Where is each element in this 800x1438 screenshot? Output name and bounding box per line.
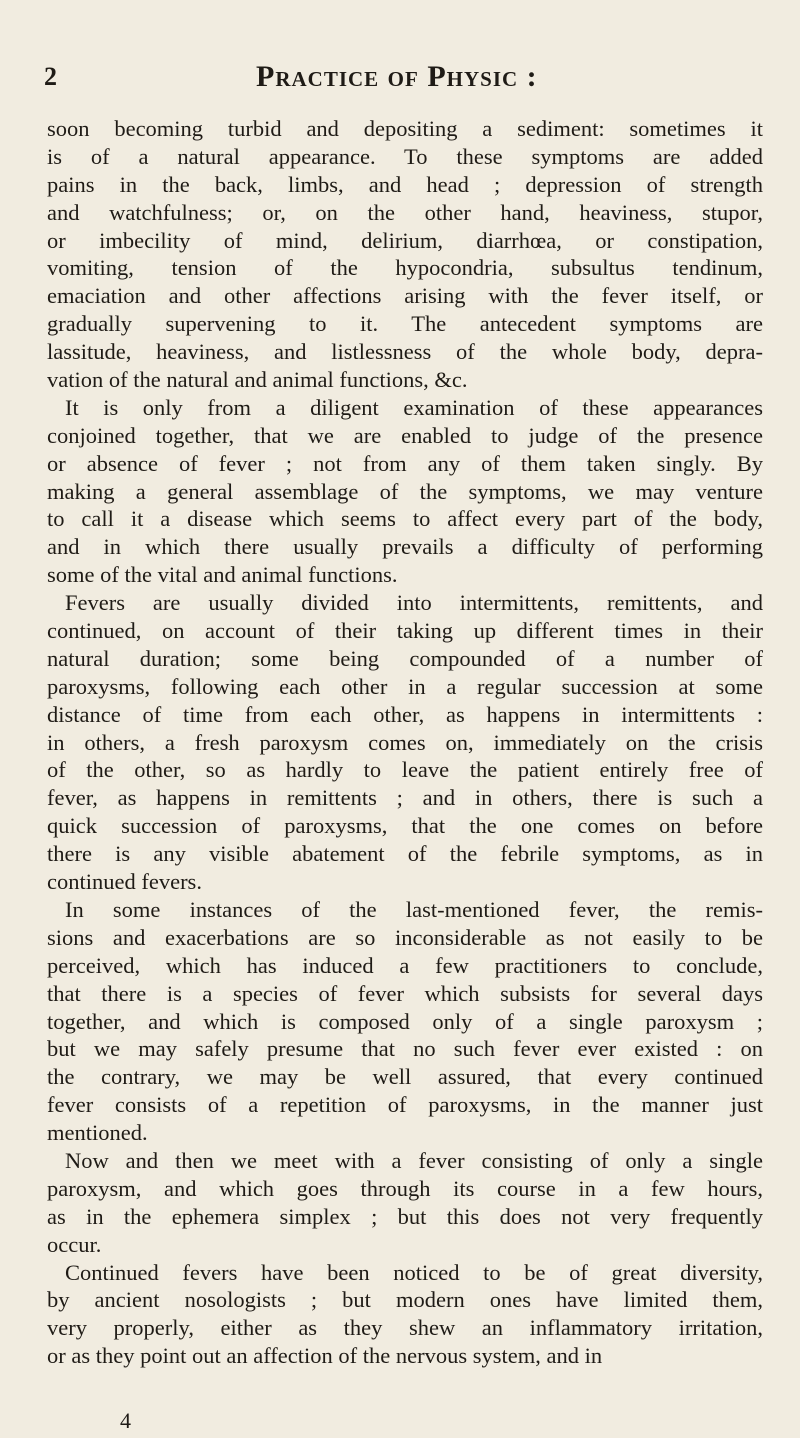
text-line: some of the vital and animal functions. [47, 562, 398, 588]
text-line: occur. [47, 1231, 102, 1257]
text-line: together, and which is composed only of a single paroxysm ; [47, 1008, 763, 1034]
text-line: that there is a species of fever which subsists for several days [47, 980, 763, 1006]
text-line: and in which there usually prevails a difficulty of performing [47, 534, 763, 560]
text-line: sions and exacerbations are so inconsiderable as not easily to be [47, 924, 763, 950]
text-line: there is any visible abatement of the febrile symptoms, as in [47, 841, 763, 867]
text-line: Fevers are usually divided into intermittents, remittents, and [65, 590, 763, 616]
text-line: or imbecility of mind, delirium, diarrhœa, or constipation, [47, 227, 763, 253]
text-line: perceived, which has induced a few practitioners to conclude, [47, 952, 763, 978]
text-line: in others, a fresh paroxysm comes on, immediately on the crisis [47, 729, 763, 755]
page-number: 2 [44, 62, 57, 91]
text-line: very properly, either as they shew an inflammatory irritation, [47, 1315, 763, 1341]
signature-mark: 4 [120, 1408, 131, 1433]
text-line: fever, as happens in remittents ; and in others, there is such a [47, 785, 763, 811]
paragraph [47, 1147, 763, 1259]
text-line: is of a natural appearance. To these symptoms are added [47, 143, 763, 169]
text-line: of the other, so as hardly to leave the patient entirely free of [47, 757, 763, 783]
text-line: lassitude, heaviness, and listlessness of the whole body, depra- [47, 339, 763, 365]
paragraph [47, 1259, 763, 1371]
paragraph [47, 115, 763, 394]
text-line: emaciation and other affections arising with the fever itself, or [47, 283, 763, 309]
text-line: In some instances of the last-mentioned fever, the remis- [65, 896, 763, 922]
page-header [44, 60, 764, 100]
text-line: conjoined together, that we are enabled to judge of the presence [47, 422, 763, 448]
text-line: to call it a disease which seems to affect every part of the body, [47, 506, 763, 532]
text-line: pains in the back, limbs, and head ; depression of strength [47, 171, 763, 197]
text-line: but we may safely presume that no such fever ever existed : on [47, 1036, 763, 1062]
text-line: and watchfulness; or, on the other hand, heaviness, stupor, [47, 199, 763, 225]
text-line: quick succession of paroxysms, that the one comes on before [47, 813, 763, 839]
text-line: or absence of fever ; not from any of them taken singly. By [47, 450, 763, 476]
text-line: continued fevers. [47, 869, 202, 895]
text-line: fever consists of a repetition of paroxysms, in the manner just [47, 1092, 763, 1118]
text-line: making a general assemblage of the symptoms, we may venture [47, 478, 763, 504]
text-line: paroxysm, and which goes through its course in a few hours, [47, 1175, 763, 1201]
paragraph [47, 589, 763, 896]
body-text [47, 115, 763, 1370]
paragraph [47, 896, 763, 1147]
paragraph [47, 394, 763, 589]
text-line: vomiting, tension of the hypocondria, subsultus tendinum, [47, 255, 763, 281]
text-line: the contrary, we may be well assured, that every continued [47, 1064, 763, 1090]
text-line: paroxysms, following each other in a regular succession at some [47, 673, 763, 699]
text-line: gradually supervening to it. The antecedent symptoms are [47, 311, 763, 337]
running-title: Practice of Physic : [256, 60, 538, 93]
text-line: vation of the natural and animal functions, &c. [47, 367, 468, 393]
text-line: as in the ephemera simplex ; but this does not very frequently [47, 1203, 763, 1229]
text-line: natural duration; some being compounded of a number of [47, 645, 763, 671]
text-line: by ancient nosologists ; but modern ones have limited them, [47, 1287, 763, 1313]
text-line: or as they point out an affection of the nervous system, and in [47, 1343, 603, 1369]
text-line: continued, on account of their taking up different times in their [47, 618, 763, 644]
text-line: It is only from a diligent examination of these appearances [65, 394, 763, 420]
text-line: Continued fevers have been noticed to be of great diversity, [65, 1259, 763, 1285]
text-line: distance of time from each other, as happens in intermittents : [47, 701, 763, 727]
text-line: soon becoming turbid and depositing a sediment: sometimes it [47, 116, 763, 141]
text-line: Now and then we meet with a fever consisting of only a single [65, 1147, 763, 1173]
text-line: mentioned. [47, 1120, 148, 1146]
